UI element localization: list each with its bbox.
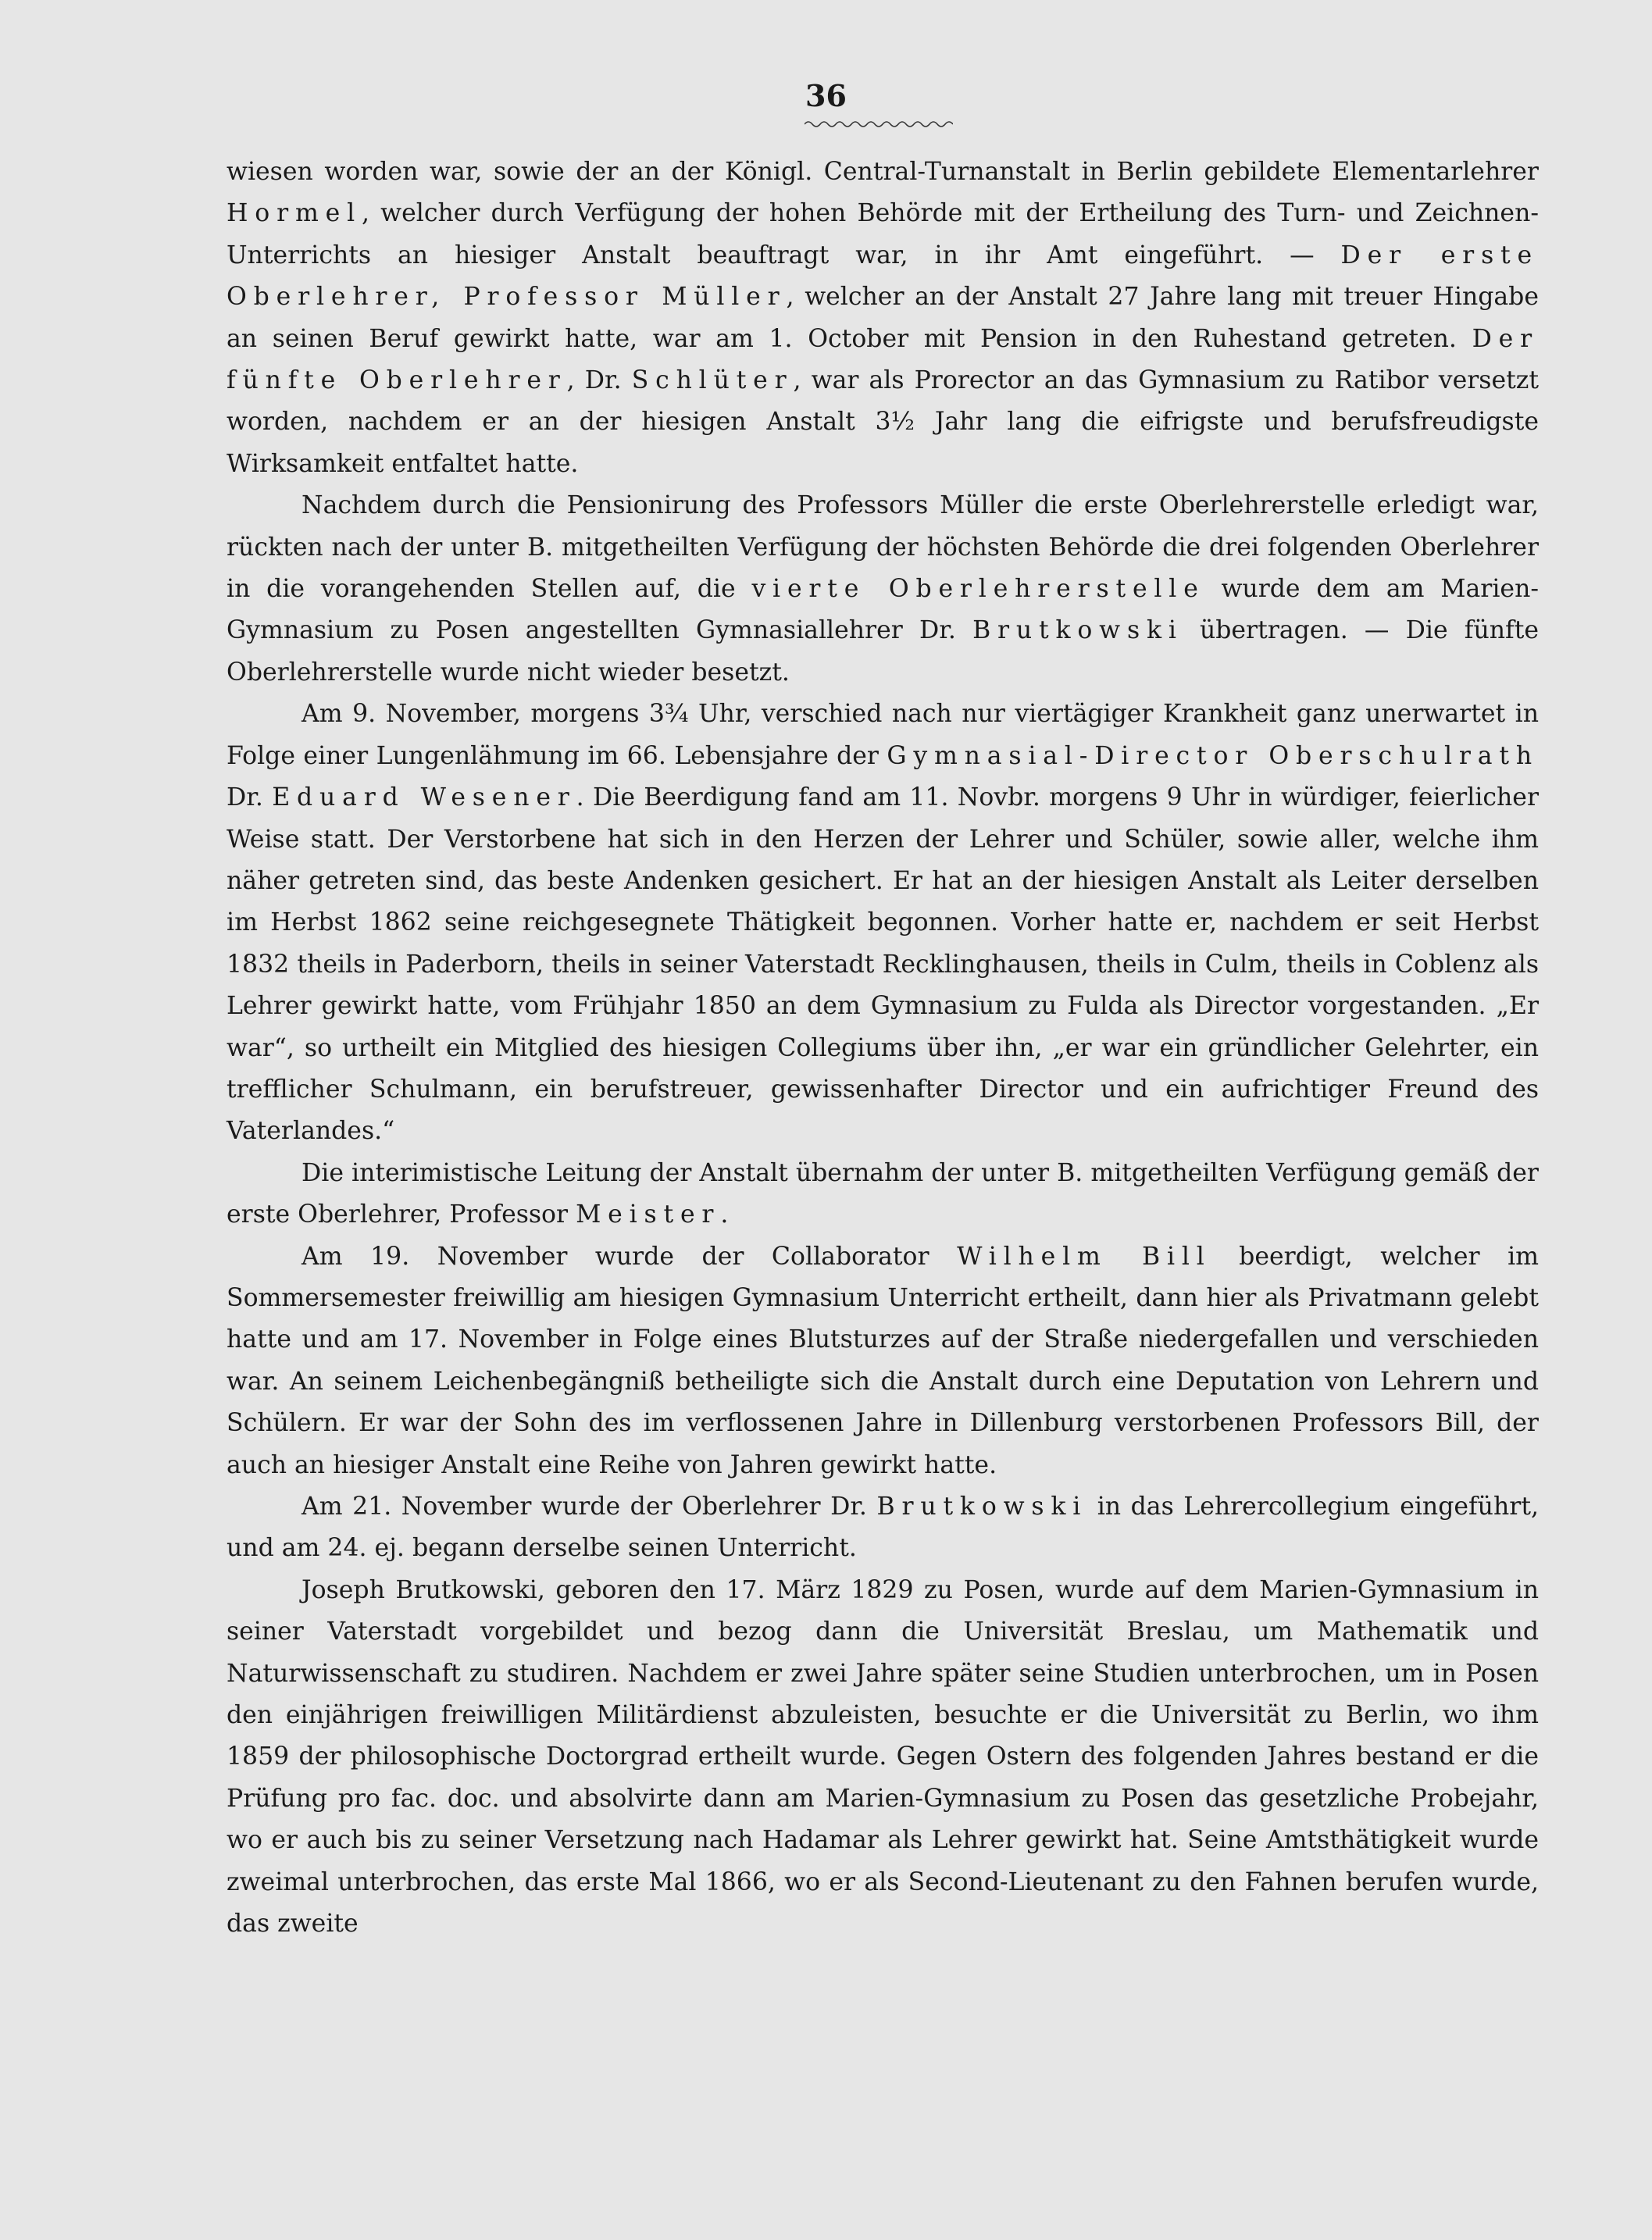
text-run: .	[720, 1200, 729, 1229]
paragraph	[227, 152, 1539, 485]
body-text	[227, 152, 1539, 1945]
spaced-emphasis: Eduard Wesener	[272, 783, 576, 812]
spaced-emphasis: Schlüter	[631, 366, 794, 395]
text-run: übertragen. — Die fünfte Oberlehrerstelle wurde nicht wieder besetzt.	[227, 616, 1539, 687]
text-run: , war als Prorector an das Gymnasium zu Ratibor versetzt worden, nachdem er an der hiesigen Anstalt 3½ Jahr lang die eifrigste und berufsfreudigste Wirksamkeit entfaltet hatte.	[227, 366, 1539, 478]
text-run: Nachdem durch die Pensionirung des Professors Müller die erste Oberlehrerstelle erledigt war, rückten nach der unter B. mitgetheilten Verfügung der höchsten Behörde die drei folgenden Oberlehrer in die vorangehenden Stellen auf, die	[227, 491, 1539, 604]
paragraph	[227, 1486, 1539, 1570]
text-run: Dr.	[227, 783, 273, 812]
spaced-emphasis: vierte Oberlehrerstelle	[751, 575, 1205, 604]
spaced-emphasis: Gymnasial-Director Oberschulrath	[887, 741, 1539, 770]
spaced-emphasis: Der fünfte Oberlehrer	[227, 324, 1539, 395]
text-run: wiesen worden war, sowie der an der Königl. Central-Turnanstalt in Berlin gebildete Elementarlehrer	[227, 158, 1539, 186]
text-run: beerdigt, welcher im Sommersemester freiwillig am hiesigen Gymnasium Unterricht ertheilt, dann hier als Privatmann gelebt hatte und am 17. November in Folge eines Blutsturzes auf der Straße niedergefallen und verschieden war. An seinem Leichenbegängniß betheiligte sich die Anstalt durch eine Deputation von Lehrern und Schülern. Er war der Sohn des im verflossenen Jahre in Dillenburg verstorbenen Professors Bill, der auch an hiesiger Anstalt eine Reihe von Jahren gewirkt hatte.	[227, 1242, 1540, 1479]
paragraph	[227, 485, 1539, 694]
page-number: 36	[805, 78, 847, 113]
spaced-emphasis: Wilhelm Bill	[957, 1242, 1211, 1271]
text-run: wurde dem am Marien-Gymnasium zu Posen angestellten Gymnasiallehrer Dr.	[227, 575, 1540, 645]
text-run: Am 19. November wurde der Collaborator	[301, 1242, 958, 1271]
paragraph	[227, 694, 1539, 1152]
text-run: , welcher durch Verfügung der hohen Behörde mit der Ertheilung des Turn- und Zeichnen-Unterrichts an hiesiger Anstalt beauftragt war, in ihr Amt eingeführt. —	[227, 199, 1539, 269]
text-run: Joseph Brutkowski, geboren den 17. März 1829 zu Posen, wurde auf dem Marien-Gymnasium in seiner Vaterstadt vorgebildet und bezog dann die Universität Breslau, um Mathematik und Naturwissenschaft zu studiren. Nachdem er zwei Jahre später seine Studien unterbrochen, um in Posen den einjährigen freiwilligen Militärdienst abzuleisten, besuchte er die Universität zu Berlin, wo ihm 1859 der philosophische Doctorgrad ertheilt wurde. Gegen Ostern des folgenden Jahres bestand er die Prüfung pro fac. doc. und absolvirte dann am Marien-Gymnasium zu Posen das gesetzliche Probejahr, wo er auch bis zu seiner Versetzung nach Hadamar als Lehrer gewirkt hat. Seine Amtsthätigkeit wurde zweimal unterbrochen, das erste Mal 1866, wo er als Second-Lieutenant zu den Fahnen berufen wurde, das zweite	[227, 1575, 1539, 1939]
text-run: , Dr.	[566, 366, 632, 395]
spaced-emphasis: Hormel	[227, 199, 362, 228]
spaced-emphasis: Der erste Oberlehrer, Professor Müller	[227, 241, 1539, 312]
paragraph	[227, 1153, 1539, 1236]
text-run: in das Lehrercollegium eingeführt, und am 24. ej. begann derselbe seinen Unterricht.	[227, 1493, 1539, 1563]
spaced-emphasis: Meister	[576, 1200, 721, 1229]
text-run: Am 9. November, morgens 3¾ Uhr, verschied nach nur viertägiger Krankheit ganz unerwartet in Folge einer Lungenlähmung im 66. Lebensjahre der	[227, 700, 1539, 770]
text-run: . Die Beerdigung fand am 11. Novbr. morgens 9 Uhr in würdiger, feierlicher Weise statt. Der Verstorbene hat sich in den Herzen der Lehrer und Schüler, sowie aller, welche ihm näher getreten sind, das beste Andenken gesichert. Er hat an der hiesigen Anstalt als Leiter derselben im Herbst 1862 seine reichgesegnete Thätigkeit begonnen. Vorher hatte er, nachdem er seit Herbst 1832 theils in Paderborn, theils in seiner Vaterstadt Recklinghausen, theils in Culm, theils in Coblenz als Lehrer gewirkt hatte, vom Frühjahr 1850 an dem Gymnasium zu Fulda als Director vorgestanden. „Er war“, so urtheilt ein Mitglied des hiesigen Collegiums über ihn, „er war ein gründlicher Gelehrter, ein trefflicher Schulmann, ein berufstreuer, gewissenhafter Director und ein aufrichtiger Freund des Vaterlandes.“	[227, 783, 1539, 1146]
spaced-emphasis: Brutkowski	[876, 1493, 1088, 1521]
text-run: Die interimistische Leitung der Anstalt übernahm der unter B. mitgetheilten Verfügung gemäß der erste Oberlehrer, Professor	[227, 1158, 1539, 1229]
spaced-emphasis: Brutkowski	[972, 616, 1183, 645]
paragraph	[227, 1570, 1539, 1946]
text-run: , welcher an der Anstalt 27 Jahre lang mit treuer Hingabe an seinen Beruf gewirkt hatte, war am 1. October mit Pension in den Ruhestand getreten.	[227, 283, 1539, 353]
paragraph	[227, 1236, 1539, 1486]
text-run: Am 21. November wurde der Oberlehrer Dr.	[301, 1493, 877, 1521]
decorative-wave-rule	[805, 119, 953, 130]
